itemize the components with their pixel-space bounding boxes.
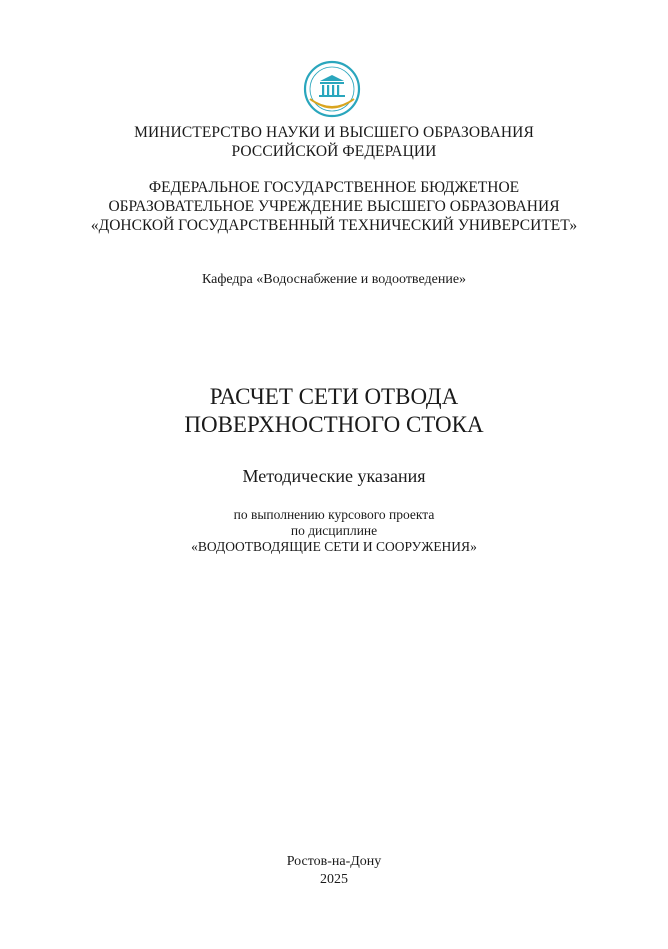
ministry-heading — [0, 123, 668, 161]
purpose-line: по дисциплине — [290, 523, 378, 538]
department-label: Кафедра «Водоснабжение и водоотведение» — [201, 272, 467, 287]
title-line: РАСЧЕТ СЕТИ ОТВОДА — [209, 384, 459, 409]
university-line: ОБРАЗОВАТЕЛЬНОЕ УЧРЕЖДЕНИЕ ВЫСШЕГО ОБРАЗОВАНИЯ — [108, 198, 560, 215]
university-line: «ДОНСКОЙ ГОСУДАРСТВЕННЫЙ ТЕХНИЧЕСКИЙ УНИВЕРСИТЕТ» — [90, 217, 578, 234]
university-heading — [0, 178, 668, 235]
purpose-line: «ВОДООТВОДЯЩИЕ СЕТИ И СООРУЖЕНИЯ» — [191, 539, 477, 554]
document-purpose — [0, 507, 668, 555]
purpose-line: по выполнению курсового проекта — [233, 507, 435, 522]
ministry-line: МИНИСТЕРСТВО НАУКИ И ВЫСШЕГО ОБРАЗОВАНИЯ — [134, 124, 534, 141]
document-subtitle: Методические указания — [242, 466, 426, 486]
university-line: ФЕДЕРАЛЬНОЕ ГОСУДАРСТВЕННОЕ БЮДЖЕТНОЕ — [148, 179, 520, 196]
title-line: ПОВЕРХНОСТНОГО СТОКА — [184, 412, 484, 437]
footer-city: Ростов-на-Дону — [286, 854, 382, 869]
ministry-line: РОССИЙСКОЙ ФЕДЕРАЦИИ — [231, 143, 437, 160]
footer — [0, 853, 668, 889]
footer-year: 2025 — [320, 872, 348, 887]
university-logo — [302, 59, 362, 119]
document-title — [0, 383, 668, 439]
